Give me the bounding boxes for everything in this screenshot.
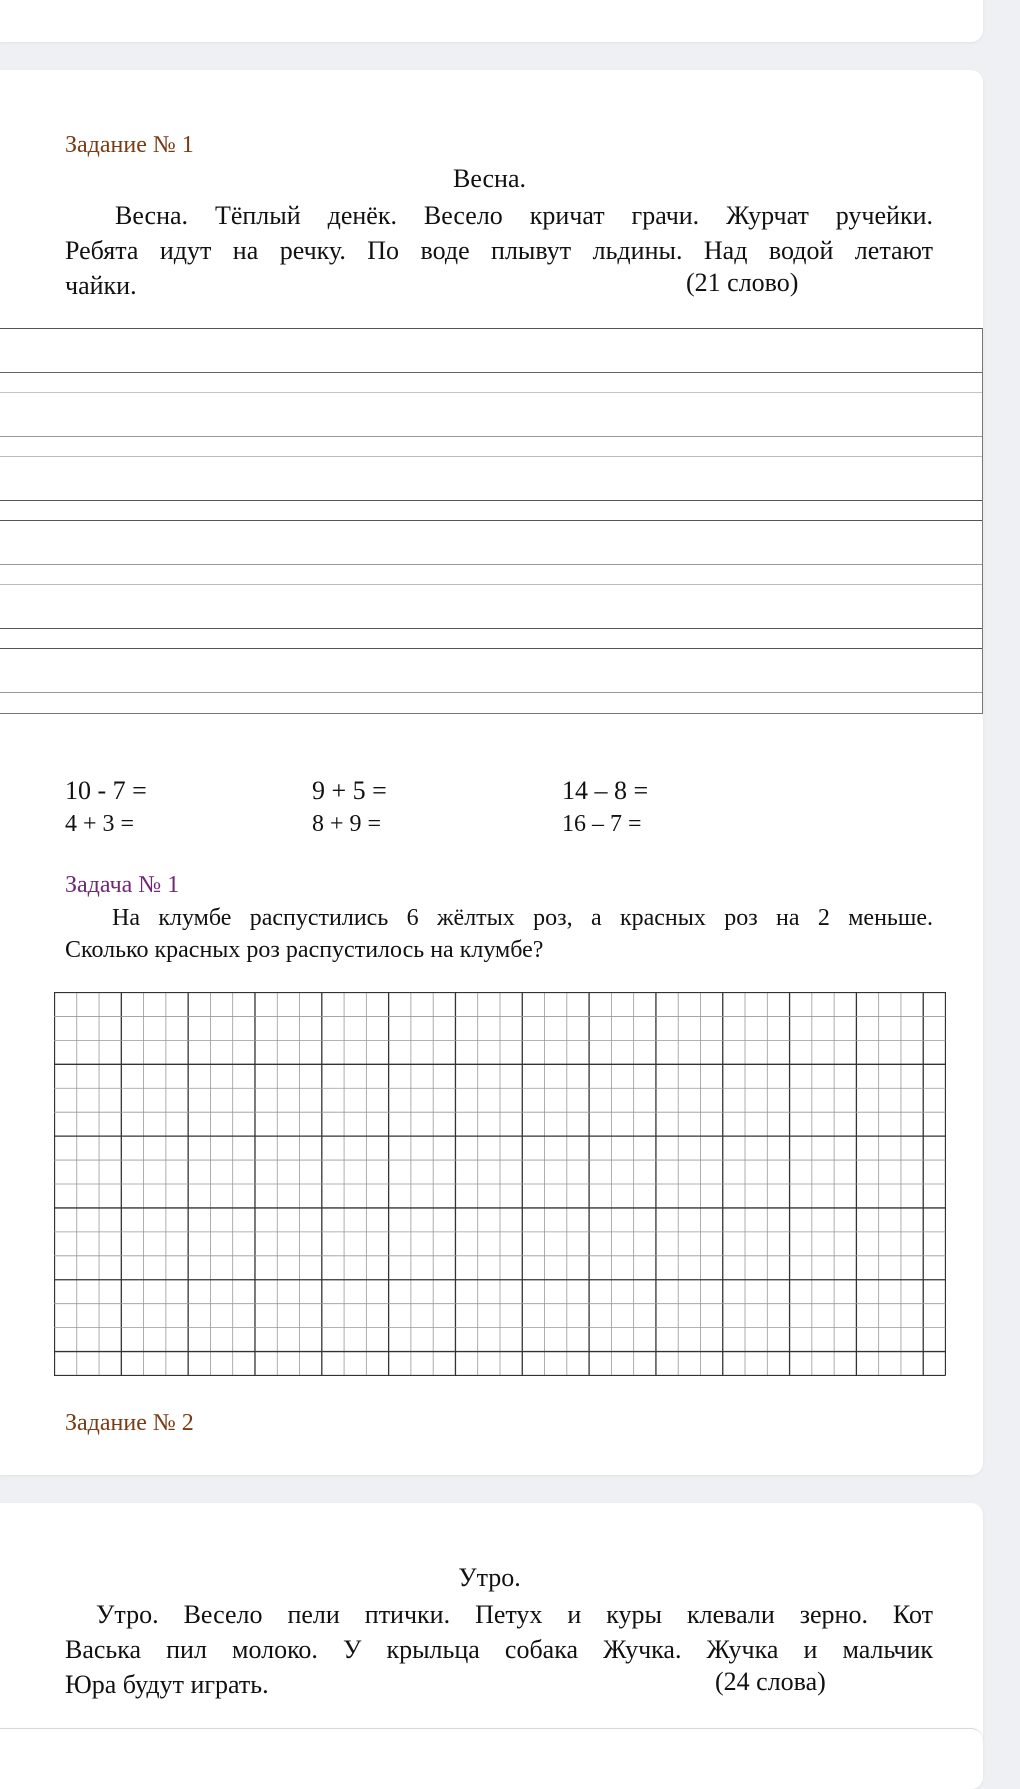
writing-line xyxy=(0,648,982,649)
task1-line-3: чайки. xyxy=(65,271,137,300)
task1-text xyxy=(65,198,933,303)
task2-word-count: (24 слова) xyxy=(715,1667,826,1696)
task2-line-1: Утро. Весело пели птички. Петух и куры клевали зерно. Кот xyxy=(96,1600,933,1629)
task1-heading: Задание № 1 xyxy=(65,132,194,158)
math-grid xyxy=(54,992,946,1376)
task2-line-2: Васька пил молоко. У крыльца собака Жучка. Жучка и мальчик xyxy=(65,1635,933,1664)
task1-line-2: Ребята идут на речку. По воде плывут льдины. Над водой летают xyxy=(65,236,933,265)
math-example: 14 – 8 = xyxy=(562,776,649,805)
problem1-line-1: На клумбе распустились 6 жёлтых роз, а красных роз на 2 меньше. xyxy=(112,905,933,931)
writing-line xyxy=(0,584,982,585)
writing-line xyxy=(0,628,982,629)
writing-line xyxy=(0,436,982,437)
writing-line xyxy=(0,372,982,373)
next-page-card xyxy=(0,1503,983,1748)
task1-title: Весна. xyxy=(452,164,527,193)
worksheet-page xyxy=(0,70,983,1475)
math-example: 8 + 9 = xyxy=(312,811,382,837)
task2-title: Утро. xyxy=(458,1563,521,1592)
writing-line xyxy=(0,520,982,521)
writing-line xyxy=(0,456,982,457)
task1-word-count: (21 слово) xyxy=(686,268,799,297)
task2-heading: Задание № 2 xyxy=(65,1410,194,1436)
writing-line xyxy=(0,564,982,565)
math-example: 16 – 7 = xyxy=(562,811,642,837)
math-example: 10 - 7 = xyxy=(65,776,147,805)
task1-line-1: Весна. Тёплый денёк. Весело кричат грачи. Журчат ручейки. xyxy=(115,201,933,230)
problem1-heading: Задача № 1 xyxy=(65,872,180,898)
problem1-line-2: Сколько красных роз распустилось на клумбе? xyxy=(65,937,544,963)
math-example: 9 + 5 = xyxy=(312,776,387,805)
task2-line-3: Юра будут играть. xyxy=(65,1670,269,1699)
writing-lines-area xyxy=(0,328,983,714)
writing-line xyxy=(0,392,982,393)
writing-line xyxy=(0,692,982,693)
writing-line xyxy=(0,500,982,501)
problem1-text xyxy=(65,902,933,966)
previous-page-card xyxy=(0,0,983,42)
math-example: 4 + 3 = xyxy=(65,811,135,837)
following-page-card xyxy=(0,1728,983,1789)
